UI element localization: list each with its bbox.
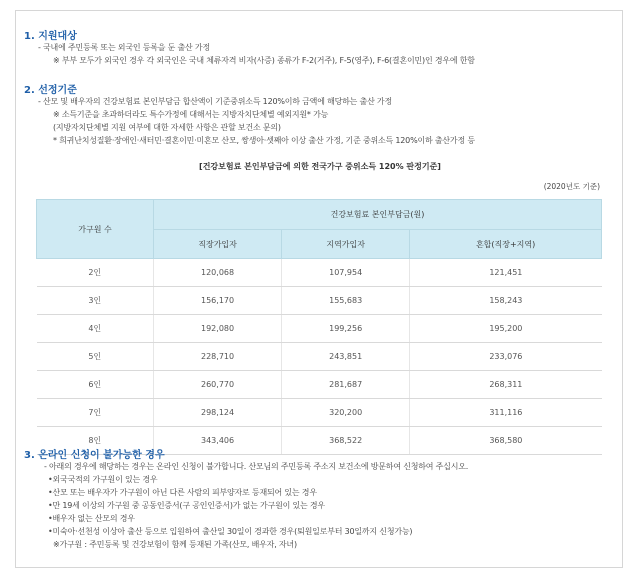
section2-title: 2. 선정기준: [24, 85, 77, 96]
cell-mixed: 158,243: [410, 287, 602, 315]
section1-title: 1. 지원대상: [24, 31, 77, 42]
section3-line-3: •산모 또는 배우자가 가구원이 아닌 다른 사람의 피부양자로 등재되어 있는 경우: [48, 488, 317, 497]
cell-household-size: 6인: [37, 371, 154, 399]
header-regional: 지역가입자: [282, 230, 410, 259]
table-row: [37, 259, 602, 287]
cell-employee: 298,124: [154, 399, 282, 427]
cell-mixed: 311,116: [410, 399, 602, 427]
table-row: [37, 399, 602, 427]
cell-household-size: 4인: [37, 315, 154, 343]
cell-household-size: 8인: [37, 427, 154, 455]
cell-mixed: 195,200: [410, 315, 602, 343]
cell-regional: 107,954: [282, 259, 410, 287]
section3-line-2: •외국국적의 가구원이 있는 경우: [48, 475, 158, 484]
table-row: [37, 287, 602, 315]
cell-regional: 199,256: [282, 315, 410, 343]
cell-regional: 155,683: [282, 287, 410, 315]
section2-line-3: (지방자치단체별 지원 여부에 대한 자세한 사항은 관할 보건소 문의): [53, 123, 281, 132]
table-row: [37, 343, 602, 371]
section3-title: 3. 온라인 신청이 불가능한 경우: [24, 450, 165, 461]
cell-regional: 281,687: [282, 371, 410, 399]
cell-mixed: 121,451: [410, 259, 602, 287]
section1-line-1: - 국내에 주민등록 또는 외국인 등록을 둔 출산 가정: [38, 43, 210, 52]
cell-household-size: 7인: [37, 399, 154, 427]
income-criteria-table: [36, 199, 602, 455]
section2-line-2: ※ 소득기준을 초과하더라도 특수가정에 대해서는 지방자치단체별 예외지원* 가능: [53, 110, 329, 119]
section3-line-5: •배우자 없는 산모의 경우: [48, 514, 135, 523]
cell-mixed: 268,311: [410, 371, 602, 399]
cell-employee: 192,080: [154, 315, 282, 343]
cell-employee: 260,770: [154, 371, 282, 399]
cell-regional: 320,200: [282, 399, 410, 427]
cell-employee: 156,170: [154, 287, 282, 315]
header-premium-group: 건강보험료 본인부담금(원): [154, 200, 602, 230]
section3-line-7: ※가구원 : 주민등록 및 건강보험이 함께 등재된 가족(산모, 배우자, 자녀): [53, 540, 297, 549]
table-row: [37, 371, 602, 399]
section2-line-4: * 희귀난치성질환·장애인·새터민·결혼이민·미혼모 산모, 쌍생아·셋째아 이상 출산 가정, 기준 중위소득 120%이하 출산가정 등: [53, 136, 475, 145]
section2-line-1: - 산모 및 배우자의 건강보험료 본인부담금 합산액이 기준중위소득 120%이하 금액에 해당하는 출산 가정: [38, 97, 392, 106]
section1-line-2: ※ 부부 모두가 외국인 경우 각 외국인은 국내 체류자격 비자(사증) 종류가 F-2(거주), F-5(영주), F-6(결혼이민)인 경우에 한함: [53, 56, 475, 65]
cell-household-size: 2인: [37, 259, 154, 287]
header-employee: 직장가입자: [154, 230, 282, 259]
cell-mixed: 368,580: [410, 427, 602, 455]
cell-employee: 343,406: [154, 427, 282, 455]
cell-household-size: 3인: [37, 287, 154, 315]
cell-employee: 120,068: [154, 259, 282, 287]
cell-regional: 368,522: [282, 427, 410, 455]
table-unit: (2020년도 기준): [543, 182, 600, 191]
section3-line-6: •미숙아·선천성 이상아 출산 등으로 입원하여 출산일 30일이 경과한 경우(퇴원일로부터 30일까지 신청가능): [48, 527, 413, 536]
cell-employee: 228,710: [154, 343, 282, 371]
cell-household-size: 5인: [37, 343, 154, 371]
cell-mixed: 233,076: [410, 343, 602, 371]
cell-regional: 243,851: [282, 343, 410, 371]
table-row: [37, 315, 602, 343]
header-household-size: 가구원 수: [37, 200, 154, 259]
section3-line-1: - 아래의 경우에 해당하는 경우는 온라인 신청이 불가합니다. 산모님의 주민등록 주소지 보건소에 방문하여 신청하여 주십시오.: [44, 462, 469, 471]
header-mixed: 혼합(직장+지역): [410, 230, 602, 259]
section3-line-4: •만 19세 이상의 가구원 중 공동인증서(구 공인인증서)가 없는 가구원이 있는 경우: [48, 501, 325, 510]
table-caption: [건강보험료 본인부담금에 의한 전국가구 중위소득 120% 판정기준]: [199, 162, 441, 171]
